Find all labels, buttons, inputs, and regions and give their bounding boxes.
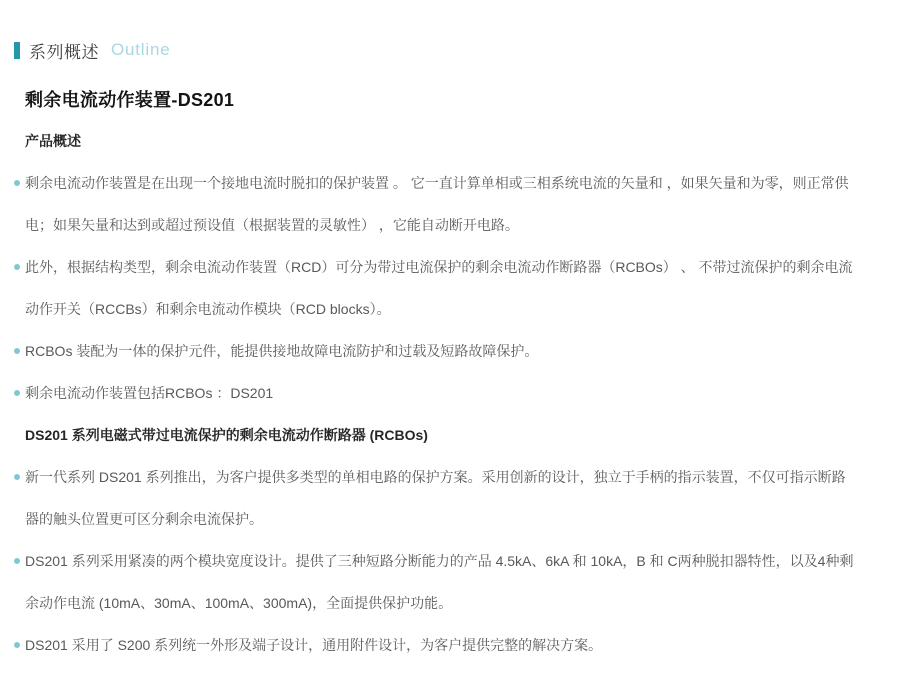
bullet-icon — [14, 264, 20, 270]
list-item — [14, 330, 856, 372]
bullet-icon — [14, 642, 20, 648]
list-item — [14, 624, 856, 666]
list-item — [14, 540, 856, 624]
bullet-text: RCBOs 装配为一体的保护元件，能提供接地故障电流防护和过载及短路故障保护。 — [25, 343, 539, 359]
bullet-text: DS201 系列采用紧凑的两个模块宽度设计。提供了三种短路分断能力的产品 4.5kA、6kA 和 10kA，B 和 C两种脱扣器特性，以及4种剩余动作电流 (10mA、30mA、100mA、300mA)，全面提供保护功能。 — [25, 553, 854, 611]
list-item — [14, 456, 856, 540]
bullet-icon — [14, 348, 20, 354]
ds201-series-heading: DS201 系列电磁式带过电流保护的剩余电流动作断路器 (RCBOs) — [25, 427, 428, 443]
bullet-text: 剩余电流动作装置是在出现一个接地电流时脱扣的保护装置 。 它一直计算单相或三相系统电流的矢量和 ，如果矢量和为零，则正常供电；如果矢量和达到或超过预设值（根据装置的灵敏性） ，它能自动断开电路。 — [25, 175, 849, 233]
list-item — [14, 246, 856, 330]
list-item — [14, 372, 856, 414]
product-overview-heading: 产品概述 — [25, 133, 81, 149]
section-header-title-cn: 系列概述 — [29, 42, 99, 62]
bullet-icon — [14, 390, 20, 396]
bullet-text: DS201 采用了 S200 系列统一外形及端子设计，通用附件设计，为客户提供完整的解决方案。 — [25, 637, 603, 653]
accent-bar-icon — [14, 42, 20, 59]
list-item — [14, 162, 856, 246]
section-header — [14, 40, 170, 60]
bullet-icon — [14, 180, 20, 186]
bullet-icon — [14, 474, 20, 480]
bullet-text: 新一代系列 DS201 系列推出，为客户提供多类型的单相电路的保护方案。采用创新的设计，独立于手柄的指示装置，不仅可指示断路器的触头位置更可区分剩余电流保护。 — [25, 469, 846, 527]
ds201-bullet-list — [14, 456, 856, 666]
document-content — [14, 120, 856, 666]
bullet-text: 剩余电流动作装置包括RCBOs ：DS201 — [25, 385, 274, 401]
bullet-text: 此外，根据结构类型，剩余电流动作装置（RCD）可分为带过电流保护的剩余电流动作断路器（RCBOs） 、 不带过流保护的剩余电流动作开关（RCCBs）和剩余电流动作模块（RCD blocks）。 — [25, 259, 853, 317]
overview-bullet-list — [14, 162, 856, 414]
page-title: 剩余电流动作装置-DS201 — [25, 90, 235, 110]
section-header-title-en: Outline — [111, 40, 171, 59]
bullet-icon — [14, 558, 20, 564]
